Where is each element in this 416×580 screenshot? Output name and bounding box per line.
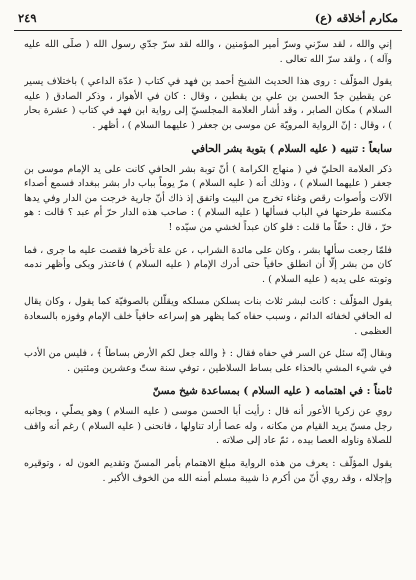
paragraph: يقول المؤلّف : روى هذا الحديث الشيخ أحمد بن فهد في كتاب ( عدّة الداعي ) باختلاف يسير عن يقطين جدّ الحسن بن علي بن يقطين ، وقال : كان في الأهواز ، وذكر الصادق ( عليه السلام ) مكان الصابر ، وقد أشار العلامة المجلسيّ إلى رواية ابن فهد في كتاب ( عشرة بحار ) ، وقال : إنّ الرواية المرويّة عن موسى بن جعفر ( عليهما السلام ) ، أظهر . xyxy=(24,76,392,131)
running-title: مكارم أخلاقه (ع) xyxy=(314,11,398,25)
page-header xyxy=(18,8,398,28)
paragraph: يقول المؤلّف : يعرف من هذه الرواية مبلغ الاهتمام بأمر المسنّ وتقديم العون له ، وتوقيره وإجلاله ، وقد روي أنّ من أكرم ذا شيبة مسلم أمنه الله من الخوف الأكبر . xyxy=(24,458,392,484)
paragraph: فلمّا رجعت سألها بشر ، وكان على مائدة الشراب ، عن علة تأخرها فقصت عليه ما جرى ، فما كان من بشر إلّا أن انطلق حافياً حتى أدرك الإمام ( عليه السلام ) فاعتذر وبكى وأظهر ندمه وتوبته على يديه ( عليه السلام ) . xyxy=(24,244,392,285)
section-heading: ثامناً : في اهتمامه ( عليه السلام ) بمساعدة شيخ مسنّ xyxy=(152,385,392,398)
page-body xyxy=(24,38,392,576)
paragraph: ذكر العلامة الحليّ في ( منهاج الكرامة ) أنّ توبة بشر الحافي كانت على يد الإمام موسى بن جعفر ( عليهما السلام ) ، وذلك أنه ( عليه السلام ) مرّ يوماً بباب دار بشر ببغداد فسمع أصداء الآلات وأصوات رقص وغناء تخرج من البيت واتفق إذ ذاك أنّ جارية خرجت من الدار وفي يدها مكنسة طرحتها في الباب فسألها ( عليه السلام ) : صاحب هذه الدار حرّ أم عبد ؟ قالت : هو حرّ ، قال : حقّاً ما قلت : فلو كان عبداً لخشي من سيّده ! xyxy=(24,163,392,233)
paragraph: روي عن زكريا الأعور أنه قال : رأيت أبا الحسن موسى ( عليه السلام ) وهو يصلّي ، وبجانبه رجل مسنّ يريد القيام من مكانه ، وله عصا أراد تناولها ، فانحنى ( عليه السلام ) رغم أنه واقف للصلاة وناوله العصا بيده ، ثمّ عاد إلى صلاته . xyxy=(24,406,392,447)
page-number: ٢٤٩ xyxy=(18,11,37,25)
paragraph: إني والله ، لقد سرّني وسرّ أمير المؤمنين ، والله لقد سرّ جدّي رسول الله ( صلّى الله عليه وآله ) ، ولقد سرّ الله تعالى . xyxy=(24,39,392,65)
section-heading: سابعاً : تنبيه ( عليه السلام ) بتوبة بشر الحافي xyxy=(191,142,392,155)
header-rule xyxy=(14,30,402,31)
paragraph: يقول المؤلّف : كانت لبشر ثلاث بنات يسلكن مسلكه ويقلّلن بالصوفيّة كما يقول ، وكان يقال له الحافي لخفائه الدائم ، وسبب حفاه كما يظهر هو إسراعه حافياً خلف الإمام وفوزه بالسعادة العظمى . xyxy=(24,296,392,337)
paragraph: وبقال إنّه سئل عن السر في حفاه فقال : ﴿ والله جعل لكم الأرض بساطاً ﴾ ، فليس من الأدب في شيء المشي بالحذاء على بساط السلاطين ، توفي سنة ستّ وعشرين ومئتين . xyxy=(24,348,392,374)
